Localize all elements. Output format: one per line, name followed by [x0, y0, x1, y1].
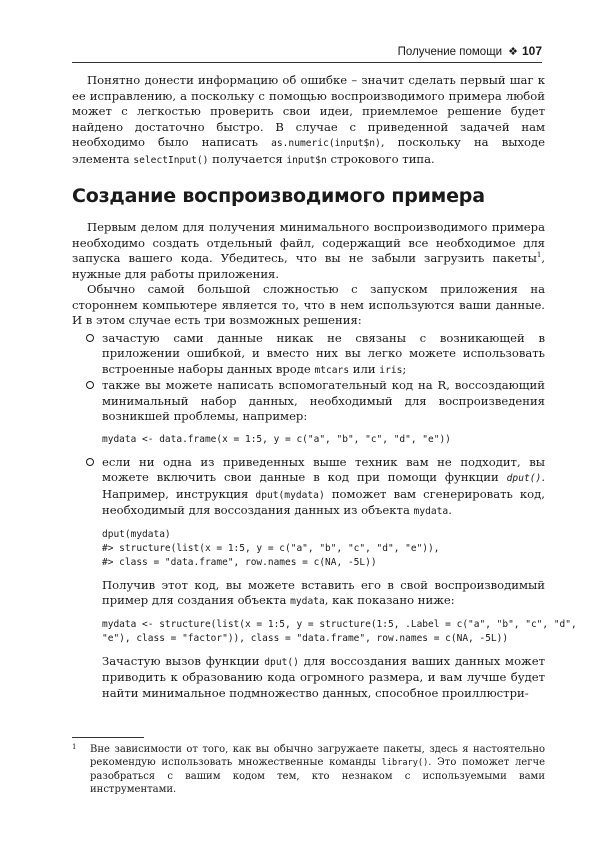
bullet-circle-icon: [86, 458, 94, 466]
code-block-3: mydata <- structure(list(x = 1:5, y = structure(1:5, .Label = c("a", "b", "c", "d", "e"), class = "factor")), class = "data.frame", row.names = c(NA, -5L)): [102, 618, 577, 644]
bullet-circle-icon: [86, 334, 94, 342]
intro-paragraph: Понятно донести информацию об ошибке – значит сделать первый шаг к ее исправлению, а поскольку с помощью воспроизводимого примера любой может с легкостью проверить свои идеи, приемлемое решение будет найдено достаточно быстро. В случае с приведенной задачей нам необходимо было написать as.numeric(input$n), поскольку на выходе элемента selectInput() получается input$n строкового типа.: [72, 73, 545, 166]
paragraph-3: Получив этот код, вы можете вставить его в свой воспроизводимый пример для создания объекта mydata, как показано ниже:: [102, 577, 545, 607]
solutions-list: [72, 331, 545, 520]
footnote-rule: [72, 737, 144, 738]
bullet-continuation: [72, 528, 577, 702]
inline-code: mtcars: [314, 364, 350, 376]
paragraph-2: Обычно самой большой сложностью с запуском приложения на стороннем компьютере является то, что в нем используются ваши данные. И в этом случае есть три возможных решения:: [72, 282, 545, 327]
footnote-number: 1: [72, 743, 77, 751]
list-item: если ни одна из приведенных выше техник вам не подходит, вы можете включить свои данные в код при помощи функции dput(). Например, инструкция dput(mydata) поможет вам сгенерировать код, необходимый для воссоздания данных из объекта mydata.: [72, 455, 545, 520]
inline-code: iris: [379, 364, 403, 376]
inline-code: dput(mydata): [255, 489, 325, 501]
list-item: зачастую сами данные никак не связаны с возникающей в приложении ошибкой, и вместо них вы легко можете использовать встроенные наборы данных вроде mtcars или iris;: [72, 331, 545, 379]
inline-code: dput(): [264, 656, 299, 668]
code-block-1: mydata <- data.frame(x = 1:5, y = c("a", "b", "c", "d", "e")): [102, 433, 451, 445]
list-item: также вы можете написать вспомогательный код на R, воссоздающий минимальный набор данных, необходимый для воспроизведения возникшей проблемы, например: mydata <- data.frame(x = 1:5, y = c("a", "b", "c", "d", "e")): [72, 378, 545, 447]
code-block-2: dput(mydata) #> structure(list(x = 1:5, y = c("a", "b", "c", "d", "e")), #> class = "data.frame", row.names = c(NA, -5L)): [102, 528, 440, 568]
page-number: 107: [521, 44, 542, 58]
paragraph-1: Первым делом для получения минимального воспроизводимого примера необходимо создать отдельный файл, содержащий все необходимое для запуска вашего кода. Убедитесь, что вы не забыли загрузить пакеты$^1$, нужные для работы приложения.: [72, 220, 545, 281]
inline-code: mydata: [413, 506, 449, 517]
footnote: [72, 743, 545, 796]
footnote-ref[interactable]: 1: [536, 251, 542, 260]
footnote-text: Вне зависимости от того, как вы обычно загружаете пакеты, здесь я настоятельно рекомендую использовать множественные команды library(). Это поможет легче разобраться с вашим кодом тем, кто незнаком с используемыми вами инструментами.: [90, 744, 545, 795]
main-text: [72, 73, 577, 701]
diamond-ornament-icon: ❖: [508, 46, 518, 58]
inline-code: library(): [381, 758, 429, 768]
section-heading: Создание воспроизводимого примера: [72, 185, 485, 207]
inline-code: as.numeric(input$n): [271, 138, 381, 149]
header-rule: [72, 62, 542, 63]
bullet-circle-icon: [86, 381, 94, 389]
inline-code: mydata: [290, 596, 325, 607]
inline-code: input$n: [286, 154, 327, 166]
inline-code: dput(): [506, 473, 542, 484]
running-title: Получение помощи: [397, 46, 503, 58]
running-header: [72, 42, 542, 60]
inline-code: selectInput(): [133, 154, 209, 166]
paragraph-4: Зачастую вызов функции dput() для воссоздания ваших данных может приводить к образованию кода огромного размера, и вам лучше будет найти минимальное подмножество данных, способное проиллюстри-: [102, 653, 545, 700]
